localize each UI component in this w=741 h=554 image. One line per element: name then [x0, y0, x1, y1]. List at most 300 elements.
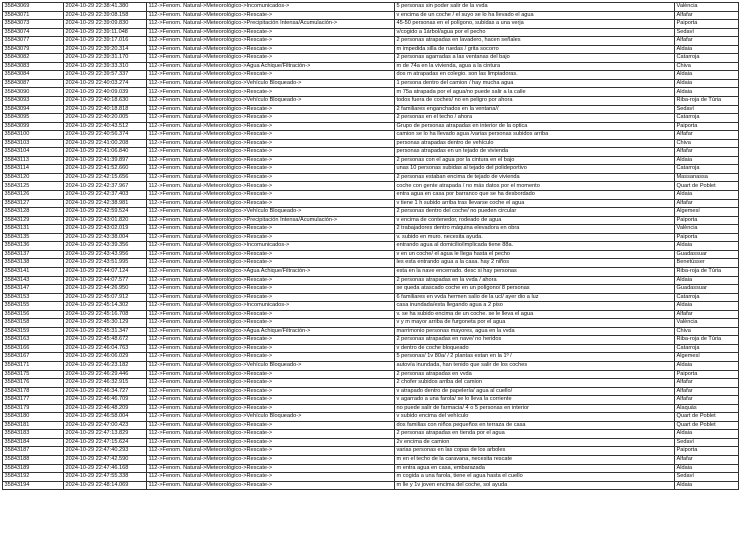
description-cell: marrimonio personas mayores, agua en la vvda	[395, 327, 675, 336]
timestamp-cell: 2024-10-29 22:41:39.897	[64, 156, 147, 165]
incident-type-cell: 112->Fenom. Natural->Meteorológico->Rescate->	[147, 250, 395, 259]
timestamp-cell: 2024-10-29 22:46:34.727	[64, 387, 147, 396]
municipality-cell: Paiporta	[675, 370, 739, 379]
description-cell: 45-50 personas en el polígono, subidas a una verja	[395, 20, 675, 29]
municipality-cell: Catarroja	[675, 344, 739, 353]
incident-id-cell: 35843156	[3, 310, 64, 319]
description-cell: 2 familiares enganchados en la ventana//	[395, 105, 675, 114]
table-row	[3, 148, 739, 157]
description-cell: v encima de contenedor, rodeado de agua	[395, 216, 675, 225]
table-row	[3, 20, 739, 29]
table-row	[3, 319, 739, 328]
incident-type-cell: 112->Fenom. Natural->Meteorológico->Agua Achique/Filtración->	[147, 327, 395, 336]
table-row	[3, 396, 739, 405]
incident-type-cell: 112->Fenom. Natural->Meteorológico->Rescate->	[147, 139, 395, 148]
timestamp-cell: 2024-10-29 22:47:40.293	[64, 447, 147, 456]
incident-id-cell: 35843147	[3, 285, 64, 294]
description-cell: v atrapado dentro de papelería/ agua al cuello/	[395, 387, 675, 396]
incident-id-cell: 35843153	[3, 293, 64, 302]
description-cell: se queda atascado coche en un polígono/ 8 personas	[395, 285, 675, 294]
table-row	[3, 353, 739, 362]
incident-id-cell: 35843178	[3, 387, 64, 396]
timestamp-cell: 2024-10-29 22:40:43.512	[64, 122, 147, 131]
incident-id-cell: 35843094	[3, 105, 64, 114]
table-row	[3, 54, 739, 63]
incident-id-cell: 35843084	[3, 71, 64, 80]
incident-id-cell: 35843104	[3, 148, 64, 157]
incident-id-cell: 35843158	[3, 319, 64, 328]
description-cell: 5 personas sin poder salir de la vvda	[395, 3, 675, 12]
timestamp-cell: 2024-10-29 22:44:07.124	[64, 267, 147, 276]
incident-type-cell: 112->Fenom. Natural->Meteorológico->Vehículo Bloqueado->	[147, 208, 395, 217]
incident-type-cell: 112->Fenom. Natural->Meteorológico->Rescate->	[147, 276, 395, 285]
municipality-cell: Algemesí	[675, 353, 739, 362]
municipality-cell: Aldaia	[675, 276, 739, 285]
incident-id-cell: 35843167	[3, 353, 64, 362]
incident-id-cell: 35843177	[3, 396, 64, 405]
municipality-cell: Aldaia	[675, 71, 739, 80]
description-cell: casa inundada/esta llegando agua a 2 piso	[395, 302, 675, 311]
timestamp-cell: 2024-10-29 22:43:38.004	[64, 233, 147, 242]
description-cell: entra agua en casa por barranco que se ha desbordado	[395, 191, 675, 200]
timestamp-cell: 2024-10-29 22:43:51.995	[64, 259, 147, 268]
timestamp-cell: 2024-10-29 22:39:20.314	[64, 45, 147, 54]
incident-type-cell: 112->Fenom. Natural->Meteorológico->Rescate->	[147, 28, 395, 37]
timestamp-cell: 2024-10-29 22:38:41.380	[64, 3, 147, 12]
incident-type-cell: 112->Fenom. Natural->Meteorológico->Rescate->	[147, 148, 395, 157]
municipality-cell: Paiporta	[675, 20, 739, 29]
timestamp-cell: 2024-10-29 22:47:00.423	[64, 421, 147, 430]
description-cell: esta en la nave encerrado. desc si hay personas	[395, 267, 675, 276]
incident-id-cell: 35843179	[3, 404, 64, 413]
incident-type-cell: 112->Fenom. Natural->Meteorológico->Rescate->	[147, 199, 395, 208]
table-row	[3, 208, 739, 217]
table-row	[3, 455, 739, 464]
incident-id-cell: 35843090	[3, 88, 64, 97]
incident-type-cell: 112->Fenom. Natural->Meteorológico->Rescate->	[147, 122, 395, 131]
table-row	[3, 216, 739, 225]
municipality-cell: Massanassa	[675, 173, 739, 182]
timestamp-cell: 2024-10-29 22:41:52.660	[64, 165, 147, 174]
incident-type-cell: 112->Fenom. Natural->Meteorológico->Rescate->	[147, 396, 395, 405]
municipality-cell: Algemesí	[675, 208, 739, 217]
timestamp-cell: 2024-10-29 22:47:15.624	[64, 438, 147, 447]
incident-type-cell: 112->Fenom. Natural->Meteorológico->Incomunicados->	[147, 242, 395, 251]
municipality-cell: Aldaia	[675, 481, 739, 490]
municipality-cell: Catarroja	[675, 293, 739, 302]
municipality-cell: Guadassuar	[675, 250, 739, 259]
incident-id-cell: 35843103	[3, 139, 64, 148]
timestamp-cell: 2024-10-29 22:39:31.170	[64, 54, 147, 63]
description-cell: 2 personas atrapadas en nave/ no heridos	[395, 336, 675, 345]
municipality-cell: València	[675, 3, 739, 12]
description-cell: 2 personas atrapadas en la vvda / ahora	[395, 276, 675, 285]
table-row	[3, 387, 739, 396]
incident-id-cell: 35843180	[3, 413, 64, 422]
description-cell: v encima de un coche / el suyo se lo ha llevado el agua	[395, 11, 675, 20]
timestamp-cell: 2024-10-29 22:43:39.356	[64, 242, 147, 251]
timestamp-cell: 2024-10-29 22:40:20.005	[64, 114, 147, 123]
incident-id-cell: 35843128	[3, 208, 64, 217]
table-row	[3, 302, 739, 311]
description-cell: m entra agua en casa, embarazada	[395, 464, 675, 473]
description-cell: 2 trabajadores dentro máquina elevadora en obra	[395, 225, 675, 234]
description-cell: 5 personas/ 1v 80a/ / 2 plantas estan en la 1º /	[395, 353, 675, 362]
incident-type-cell: 112->Fenom. Natural->Meteorológico->Rescate->	[147, 447, 395, 456]
incident-type-cell: 112->Fenom. Natural->Meteorológico->Rescate->	[147, 11, 395, 20]
incident-type-cell: 112->Fenom. Natural->Meteorológico->Rescate->	[147, 430, 395, 439]
timestamp-cell: 2024-10-29 22:43:02.019	[64, 225, 147, 234]
municipality-cell: Chiva	[675, 327, 739, 336]
municipality-cell: Alfafar	[675, 379, 739, 388]
incident-type-cell: 112->Fenom. Natural->Meteorológico->Rescate->	[147, 387, 395, 396]
incident-id-cell: 35843184	[3, 438, 64, 447]
timestamp-cell: 2024-10-29 22:44:07.577	[64, 276, 147, 285]
incident-id-cell: 35843166	[3, 344, 64, 353]
incident-table	[2, 2, 739, 490]
description-cell: v y m mayor arriba de furgoneta por el agua	[395, 319, 675, 328]
incident-type-cell: 112->Fenom. Natural->Meteorológico->Rescate->	[147, 293, 395, 302]
incident-type-cell: 112->Fenom. Natural->Meteorológico->Rescate->	[147, 344, 395, 353]
timestamp-cell: 2024-10-29 22:41:00.208	[64, 139, 147, 148]
municipality-cell: Aldaia	[675, 156, 739, 165]
incident-type-cell: 112->Fenom. Natural->Meteorológico->Rescate->	[147, 88, 395, 97]
municipality-cell: Aldaia	[675, 191, 739, 200]
table-row	[3, 447, 739, 456]
table-row	[3, 379, 739, 388]
incident-id-cell: 35843137	[3, 250, 64, 259]
municipality-cell: Sedaví	[675, 28, 739, 37]
incident-type-cell: 112->Fenom. Natural->Meteorológico->Rescate->	[147, 233, 395, 242]
table-row	[3, 250, 739, 259]
description-cell: m 75a atrapada por el agua/no puede salir a la calle	[395, 88, 675, 97]
timestamp-cell: 2024-10-29 22:42:37.967	[64, 182, 147, 191]
incident-type-cell: 112->Fenom. Natural->Meteorológico->Vehículo Bloqueado->	[147, 97, 395, 106]
incident-id-cell: 35843155	[3, 302, 64, 311]
timestamp-cell: 2024-10-29 22:47:42.590	[64, 455, 147, 464]
table-row	[3, 156, 739, 165]
municipality-cell: Riba-roja de Túria	[675, 336, 739, 345]
table-row	[3, 267, 739, 276]
table-row	[3, 62, 739, 71]
incident-type-cell: 112->Fenom. Natural->Meteorológico->Rescate->	[147, 37, 395, 46]
incident-id-cell: 35843079	[3, 45, 64, 54]
incident-type-cell: 112->Fenom. Natural->Meteorológico->Rescate->	[147, 285, 395, 294]
incident-id-cell: 35843126	[3, 191, 64, 200]
table-row	[3, 361, 739, 370]
incident-type-cell: 112->Fenom. Natural->Meteorológico->Rescate->	[147, 464, 395, 473]
municipality-cell: Benetússer	[675, 259, 739, 268]
description-cell: v. subido en muro. necesita ayuda.	[395, 233, 675, 242]
incident-id-cell: 35843143	[3, 276, 64, 285]
timestamp-cell: 2024-10-29 22:40:09.039	[64, 88, 147, 97]
description-cell: v/cogido a 1árbol/agua por el pecho	[395, 28, 675, 37]
municipality-cell: Alfafar	[675, 148, 739, 157]
incident-type-cell: 112->Fenom. Natural->Meteorológico->Rescate->	[147, 191, 395, 200]
timestamp-cell: 2024-10-29 22:45:07.912	[64, 293, 147, 302]
incident-type-cell: 112->Fenom. Natural->Meteorológico->Rescate->	[147, 156, 395, 165]
description-cell: dos m atrapadas en colegio. son las limpiadoras.	[395, 71, 675, 80]
municipality-cell: Catarroja	[675, 114, 739, 123]
table-row	[3, 139, 739, 148]
description-cell: v agarrado a una farola/ se lo lleva la corriente	[395, 396, 675, 405]
incident-id-cell: 35843100	[3, 131, 64, 140]
incident-id-cell: 35843120	[3, 173, 64, 182]
description-cell: personas atrapadas dentro de vehículo	[395, 139, 675, 148]
description-cell: les esta entrando agua a la casa. hay 2 niños	[395, 259, 675, 268]
municipality-cell: Aldaia	[675, 302, 739, 311]
timestamp-cell: 2024-10-29 22:46:32.915	[64, 379, 147, 388]
municipality-cell: Aldaia	[675, 79, 739, 88]
municipality-cell: Quart de Poblet	[675, 421, 739, 430]
municipality-cell: Aldaia	[675, 361, 739, 370]
table-row	[3, 45, 739, 54]
timestamp-cell: 2024-10-29 22:42:37.403	[64, 191, 147, 200]
incident-log-sheet	[2, 2, 738, 490]
incident-type-cell: 112->Fenom. Natural->Meteorológico->Rescate->	[147, 353, 395, 362]
incident-type-cell: 112->Fenom. Natural->Meteorológico->Rescate->	[147, 45, 395, 54]
table-row	[3, 114, 739, 123]
table-row	[3, 276, 739, 285]
timestamp-cell: 2024-10-29 22:40:03.274	[64, 79, 147, 88]
description-cell: v tiene 1 h subido arriba tras llevarse coche el agua	[395, 199, 675, 208]
incident-type-cell: 112->Fenom. Natural->Meteorológico->Vehículo Bloqueado->	[147, 361, 395, 370]
description-cell: 2v encima de camion	[395, 438, 675, 447]
incident-type-cell: 112->Fenom. Natural->Meteorológico->Rescate->	[147, 182, 395, 191]
incident-id-cell: 35843141	[3, 267, 64, 276]
description-cell: 2 personas agarradas a las ventanas del bajo	[395, 54, 675, 63]
municipality-cell: Aldaia	[675, 242, 739, 251]
incident-type-cell: 112->Fenom. Natural->Meteorológico->Rescate->	[147, 105, 395, 114]
description-cell: m impedida silla de ruedas / grita socorro	[395, 45, 675, 54]
timestamp-cell: 2024-10-29 22:46:29.446	[64, 370, 147, 379]
incident-id-cell: 35843181	[3, 421, 64, 430]
timestamp-cell: 2024-10-29 22:46:06.029	[64, 353, 147, 362]
incident-id-cell: 35843136	[3, 242, 64, 251]
description-cell: 2 personas atrapadas en tienda por el agua	[395, 430, 675, 439]
description-cell: 2 personas en el techo / ahora	[395, 114, 675, 123]
timestamp-cell: 2024-10-29 22:44:26.950	[64, 285, 147, 294]
timestamp-cell: 2024-10-29 22:46:23.182	[64, 361, 147, 370]
timestamp-cell: 2024-10-29 22:40:18.818	[64, 105, 147, 114]
incident-id-cell: 35843138	[3, 259, 64, 268]
municipality-cell: Paiporta	[675, 233, 739, 242]
table-row	[3, 173, 739, 182]
table-row	[3, 421, 739, 430]
timestamp-cell: 2024-10-29 22:39:33.310	[64, 62, 147, 71]
timestamp-cell: 2024-10-29 22:48:14.069	[64, 481, 147, 490]
description-cell: unas 10 personas subidas al tejado del polideportivo	[395, 165, 675, 174]
table-row	[3, 285, 739, 294]
timestamp-cell: 2024-10-29 22:46:04.763	[64, 344, 147, 353]
timestamp-cell: 2024-10-29 22:40:18.630	[64, 97, 147, 106]
description-cell: personas atrapadas en un tejado de vivienda	[395, 148, 675, 157]
municipality-cell: Catarroja	[675, 54, 739, 63]
incident-id-cell: 35843135	[3, 233, 64, 242]
incident-type-cell: 112->Fenom. Natural->Meteorológico->Rescate->	[147, 481, 395, 490]
timestamp-cell: 2024-10-29 22:39:57.337	[64, 71, 147, 80]
incident-type-cell: 112->Fenom. Natural->Meteorológico->Rescate->	[147, 379, 395, 388]
incident-id-cell: 35843073	[3, 20, 64, 29]
description-cell: 2 chofer subidos arriba del camion	[395, 379, 675, 388]
timestamp-cell: 2024-10-29 22:43:01.820	[64, 216, 147, 225]
incident-id-cell: 35843187	[3, 447, 64, 456]
table-row	[3, 344, 739, 353]
incident-type-cell: 112->Fenom. Natural->Meteorológico->Rescate->	[147, 310, 395, 319]
description-cell: no puede salir de farmacia/ 4 o 5 personas en interior	[395, 404, 675, 413]
table-row	[3, 464, 739, 473]
table-row	[3, 259, 739, 268]
timestamp-cell: 2024-10-29 22:47:13.829	[64, 430, 147, 439]
timestamp-cell: 2024-10-29 22:42:59.524	[64, 208, 147, 217]
incident-type-cell: 112->Fenom. Natural->Meteorológico->Rescate->	[147, 370, 395, 379]
municipality-cell: Aldaia	[675, 45, 739, 54]
municipality-cell: Alfafar	[675, 396, 739, 405]
table-row	[3, 404, 739, 413]
timestamp-cell: 2024-10-29 22:39:08.158	[64, 11, 147, 20]
timestamp-cell: 2024-10-29 22:46:48.209	[64, 404, 147, 413]
municipality-cell: Aldaia	[675, 88, 739, 97]
municipality-cell: València	[675, 225, 739, 234]
table-row	[3, 370, 739, 379]
incident-id-cell: 35843188	[3, 455, 64, 464]
incident-id-cell: 35843095	[3, 114, 64, 123]
municipality-cell: Sedaví	[675, 438, 739, 447]
municipality-cell: Alfafar	[675, 131, 739, 140]
timestamp-cell: 2024-10-29 22:43:43.956	[64, 250, 147, 259]
municipality-cell: Paiporta	[675, 122, 739, 131]
municipality-cell: Alfafar	[675, 11, 739, 20]
municipality-cell: València	[675, 319, 739, 328]
incident-type-cell: 112->Fenom. Natural->Meteorológico->Rescate->	[147, 54, 395, 63]
incident-id-cell: 35843114	[3, 165, 64, 174]
description-cell: m cogida a una farola, tiene el agua hasta el cuello	[395, 473, 675, 482]
incident-id-cell: 35843074	[3, 28, 64, 37]
incident-id-cell: 35843083	[3, 62, 64, 71]
table-row	[3, 473, 739, 482]
incident-type-cell: 112->Fenom. Natural->Meteorológico->Rescate->	[147, 71, 395, 80]
table-row	[3, 242, 739, 251]
incident-id-cell: 35843071	[3, 11, 64, 20]
table-row	[3, 97, 739, 106]
incident-id-cell: 35843163	[3, 336, 64, 345]
timestamp-cell: 2024-10-29 22:45:30.129	[64, 319, 147, 328]
incident-type-cell: 112->Fenom. Natural->Meteorológico->Agua Achique/Filtración->	[147, 267, 395, 276]
table-row	[3, 191, 739, 200]
incident-id-cell: 35843129	[3, 216, 64, 225]
incident-type-cell: 112->Fenom. Natural->Meteorológico->Incomunicados->	[147, 3, 395, 12]
incident-id-cell: 35843192	[3, 473, 64, 482]
table-row	[3, 165, 739, 174]
description-cell: Grupo de personas atrapadas en interior de la optica	[395, 122, 675, 131]
incident-type-cell: 112->Fenom. Natural->Meteorológico->Agua Achique/Filtración->	[147, 62, 395, 71]
incident-type-cell: 112->Fenom. Natural->Meteorológico->Rescate->	[147, 225, 395, 234]
description-cell: 2 personas atrapadas en lavadero, hacen señales	[395, 37, 675, 46]
table-row	[3, 293, 739, 302]
description-cell: 2 personas atrapadas en vvda	[395, 370, 675, 379]
description-cell: entrando agua al domicilio/implicada tiene 88a.	[395, 242, 675, 251]
table-row	[3, 3, 739, 12]
timestamp-cell: 2024-10-29 22:45:48.672	[64, 336, 147, 345]
table-row	[3, 310, 739, 319]
incident-id-cell: 35843183	[3, 430, 64, 439]
table-row	[3, 11, 739, 20]
municipality-cell: Guadassuar	[675, 285, 739, 294]
description-cell: 2 personas con el agua por la cintura en el bajo	[395, 156, 675, 165]
description-cell: 6 familiares en vvda hermen salio de la ucl/ ayer dio a luz	[395, 293, 675, 302]
timestamp-cell: 2024-10-29 22:45:31.347	[64, 327, 147, 336]
incident-type-cell: 112->Fenom. Natural->Meteorológico->Rescate->	[147, 165, 395, 174]
municipality-cell: Alfafar	[675, 387, 739, 396]
incident-id-cell: 35843087	[3, 79, 64, 88]
table-row	[3, 105, 739, 114]
incident-type-cell: 112->Fenom. Natural->Meteorológico->Rescate->	[147, 336, 395, 345]
timestamp-cell: 2024-10-29 22:45:14.302	[64, 302, 147, 311]
table-row	[3, 336, 739, 345]
incident-type-cell: 112->Fenom. Natural->Meteorológico->Vehículo Bloqueado->	[147, 79, 395, 88]
incident-type-cell: 112->Fenom. Natural->Meteorológico->Rescate->	[147, 114, 395, 123]
table-row	[3, 131, 739, 140]
municipality-cell: Alfafar	[675, 455, 739, 464]
municipality-cell: Paiporta	[675, 216, 739, 225]
incident-id-cell: 35843171	[3, 361, 64, 370]
incident-id-cell: 35843113	[3, 156, 64, 165]
description-cell: dos familias con niños pequeños en terraza de casa	[395, 421, 675, 430]
incident-id-cell: 35843175	[3, 370, 64, 379]
incident-type-cell: 112->Fenom. Natural->Meteorológico->Rescate->	[147, 404, 395, 413]
incident-type-cell: 112->Fenom. Natural->Meteorológico->Incomunicados->	[147, 302, 395, 311]
incident-type-cell: 112->Fenom. Natural->Meteorológico->Precipitación Intensa/Acumulación->	[147, 216, 395, 225]
incident-id-cell: 35843125	[3, 182, 64, 191]
timestamp-cell: 2024-10-29 22:46:46.709	[64, 396, 147, 405]
incident-id-cell: 35843127	[3, 199, 64, 208]
municipality-cell: Alfafar	[675, 199, 739, 208]
description-cell: todos fuera de coches/ no en peligro por ahora	[395, 97, 675, 106]
incident-id-cell: 35843159	[3, 327, 64, 336]
incident-id-cell: 35843077	[3, 37, 64, 46]
description-cell: 2 personas estaban encima de tejado de vivienda	[395, 173, 675, 182]
table-row	[3, 438, 739, 447]
timestamp-cell: 2024-10-29 22:47:55.338	[64, 473, 147, 482]
incident-id-cell: 35843069	[3, 3, 64, 12]
timestamp-cell: 2024-10-29 22:39:11.048	[64, 28, 147, 37]
incident-type-cell: 112->Fenom. Natural->Meteorológico->Rescate->	[147, 438, 395, 447]
description-cell: camion se lo ha llevado agua /varias personas subidos arriba	[395, 131, 675, 140]
description-cell: v dentro de coche bloqueado	[395, 344, 675, 353]
municipality-cell: Quart de Poblet	[675, 413, 739, 422]
table-row	[3, 28, 739, 37]
incident-id-cell: 35843194	[3, 481, 64, 490]
timestamp-cell: 2024-10-29 22:39:09.830	[64, 20, 147, 29]
municipality-cell: Sedaví	[675, 105, 739, 114]
description-cell: v. se ha subido encima de un coche. se le lleva el agua	[395, 310, 675, 319]
incident-type-cell: 112->Fenom. Natural->Meteorológico->Rescate->	[147, 473, 395, 482]
description-cell: varias personas en las copas de los arboles	[395, 447, 675, 456]
municipality-cell: Paiporta	[675, 447, 739, 456]
municipality-cell: Sedaví	[675, 473, 739, 482]
timestamp-cell: 2024-10-29 22:46:58.004	[64, 413, 147, 422]
table-row	[3, 37, 739, 46]
incident-id-cell: 35843176	[3, 379, 64, 388]
table-row	[3, 199, 739, 208]
description-cell: autovía inundada, han tenido que salir de los coches	[395, 361, 675, 370]
municipality-cell: Chiva	[675, 62, 739, 71]
table-row	[3, 413, 739, 422]
description-cell: coche con gente atrapada / no más datos por el momento	[395, 182, 675, 191]
timestamp-cell: 2024-10-29 22:42:15.656	[64, 173, 147, 182]
incident-id-cell: 35843131	[3, 225, 64, 234]
incident-type-cell: 112->Fenom. Natural->Meteorológico->Rescate->	[147, 131, 395, 140]
